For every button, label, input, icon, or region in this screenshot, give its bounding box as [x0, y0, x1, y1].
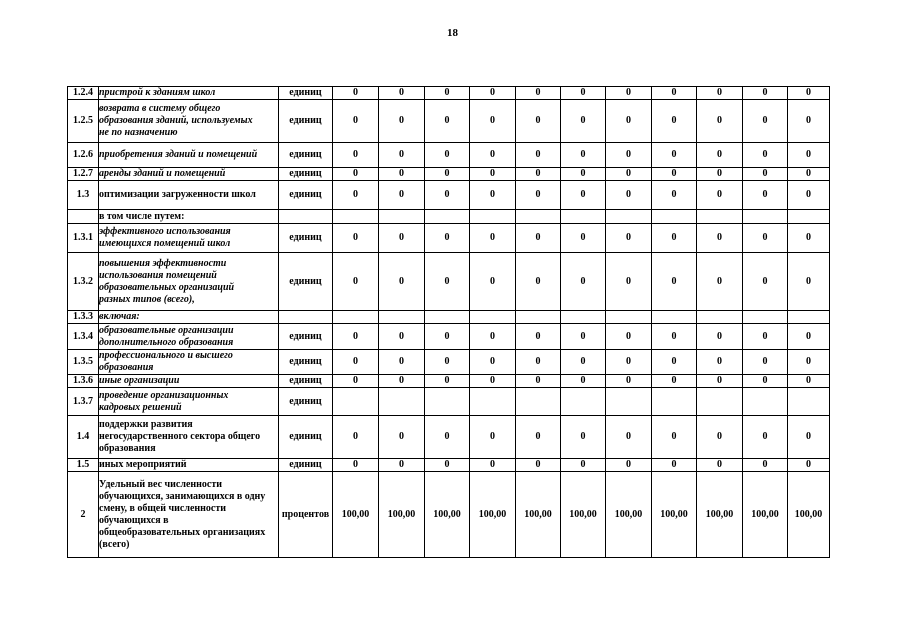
indicator-name: поддержки развития негосударственного сектора общего образования	[99, 419, 261, 454]
value-cell	[516, 388, 561, 416]
value-cell	[470, 388, 516, 416]
value-cell: 0	[333, 181, 379, 210]
row-number: 1.3	[68, 181, 99, 210]
indicator-name-cell	[99, 350, 279, 375]
indicator-name-cell	[99, 224, 279, 253]
value-cell: 0	[652, 324, 697, 350]
value-cell: 0	[743, 168, 788, 181]
value-cell: 0	[516, 87, 561, 100]
value-cell: 0	[697, 324, 743, 350]
value-cell: 0	[379, 350, 425, 375]
table-row	[68, 87, 830, 100]
value-cell: 0	[606, 416, 652, 459]
value-cell: 0	[652, 224, 697, 253]
value-cell: 0	[561, 375, 606, 388]
table-row	[68, 224, 830, 253]
value-cell: 0	[470, 324, 516, 350]
value-cell	[470, 311, 516, 324]
value-cell	[606, 210, 652, 224]
value-cell: 0	[743, 324, 788, 350]
value-cell	[652, 311, 697, 324]
value-cell: 0	[425, 324, 470, 350]
value-cell: 0	[425, 459, 470, 472]
value-cell: 0	[788, 100, 830, 143]
value-cell: 0	[743, 143, 788, 168]
value-cell: 0	[561, 224, 606, 253]
value-cell: 0	[606, 224, 652, 253]
row-number	[68, 210, 99, 224]
value-cell: 100,00	[470, 472, 516, 558]
value-cell	[743, 210, 788, 224]
value-cell: 0	[743, 253, 788, 311]
indicator-name: образовательные организации дополнительного образования	[99, 324, 234, 348]
value-cell: 0	[333, 324, 379, 350]
value-cell: 0	[788, 253, 830, 311]
value-cell	[697, 311, 743, 324]
table-row	[68, 210, 830, 224]
value-cell: 100,00	[561, 472, 606, 558]
value-cell: 0	[470, 350, 516, 375]
value-cell	[561, 311, 606, 324]
table-row	[68, 375, 830, 388]
row-number: 1.3.6	[68, 375, 99, 388]
value-cell: 0	[470, 181, 516, 210]
value-cell: 0	[697, 350, 743, 375]
value-cell	[697, 388, 743, 416]
value-cell	[516, 311, 561, 324]
value-cell: 0	[516, 143, 561, 168]
table-row	[68, 388, 830, 416]
row-number: 1.4	[68, 416, 99, 459]
value-cell: 0	[652, 181, 697, 210]
indicator-name: возврата в систему общего образования зданий, используемых не по назначению	[99, 103, 253, 138]
value-cell: 0	[788, 416, 830, 459]
value-cell: 0	[425, 416, 470, 459]
value-cell: 0	[561, 350, 606, 375]
row-number: 1.2.6	[68, 143, 99, 168]
indicator-name: в том числе путем:	[99, 210, 185, 222]
row-number: 1.3.1	[68, 224, 99, 253]
indicator-name: приобретения зданий и помещений	[99, 149, 258, 160]
value-cell: 0	[606, 459, 652, 472]
unit: единиц	[279, 181, 333, 210]
unit: процентов	[279, 472, 333, 558]
value-cell: 0	[425, 253, 470, 311]
row-number: 1.2.7	[68, 168, 99, 181]
value-cell: 0	[425, 100, 470, 143]
indicator-name: проведение организационных кадровых решений	[99, 389, 229, 413]
value-cell: 100,00	[425, 472, 470, 558]
value-cell	[425, 210, 470, 224]
table-row	[68, 350, 830, 375]
value-cell: 100,00	[697, 472, 743, 558]
value-cell: 0	[788, 168, 830, 181]
value-cell: 0	[743, 350, 788, 375]
value-cell: 0	[333, 350, 379, 375]
value-cell: 0	[788, 181, 830, 210]
unit: единиц	[279, 100, 333, 143]
indicator-name-cell	[99, 311, 279, 324]
value-cell: 100,00	[743, 472, 788, 558]
value-cell: 100,00	[333, 472, 379, 558]
value-cell: 0	[516, 168, 561, 181]
value-cell: 0	[561, 143, 606, 168]
indicator-name-cell	[99, 388, 279, 416]
value-cell	[470, 210, 516, 224]
value-cell	[379, 388, 425, 416]
value-cell: 0	[561, 459, 606, 472]
table-row	[68, 459, 830, 472]
value-cell	[652, 388, 697, 416]
value-cell: 0	[379, 253, 425, 311]
value-cell: 0	[425, 87, 470, 100]
value-cell: 0	[743, 459, 788, 472]
value-cell	[333, 388, 379, 416]
value-cell: 0	[561, 100, 606, 143]
value-cell: 0	[697, 416, 743, 459]
value-cell: 0	[470, 416, 516, 459]
value-cell: 0	[697, 375, 743, 388]
value-cell: 0	[425, 168, 470, 181]
indicator-name: профессионального и высшего образования	[99, 350, 233, 373]
value-cell: 0	[379, 181, 425, 210]
table-row	[68, 253, 830, 311]
indicator-name-cell	[99, 210, 279, 224]
value-cell: 0	[333, 253, 379, 311]
value-cell: 0	[561, 324, 606, 350]
value-cell: 0	[379, 143, 425, 168]
value-cell: 0	[788, 224, 830, 253]
indicator-name: повышения эффективности использования помещений образовательных организаций разных типов (всего),	[99, 257, 235, 305]
value-cell: 0	[379, 459, 425, 472]
row-number: 1.2.5	[68, 100, 99, 143]
value-cell	[425, 311, 470, 324]
value-cell: 0	[697, 181, 743, 210]
value-cell: 0	[697, 459, 743, 472]
unit: единиц	[279, 324, 333, 350]
value-cell: 0	[516, 375, 561, 388]
value-cell	[425, 388, 470, 416]
value-cell: 100,00	[516, 472, 561, 558]
value-cell: 0	[379, 168, 425, 181]
value-cell: 0	[333, 224, 379, 253]
value-cell: 0	[425, 375, 470, 388]
indicator-name: Удельный вес численности обучающихся, занимающихся в одну смену, в общей численности обучающихся в общеобразовательных организациях (всего)	[99, 478, 266, 550]
value-cell: 0	[743, 416, 788, 459]
value-cell: 0	[743, 181, 788, 210]
indicator-name-cell	[99, 324, 279, 350]
table-row	[68, 100, 830, 143]
indicator-name: иные организации	[99, 375, 180, 386]
unit: единиц	[279, 375, 333, 388]
value-cell: 100,00	[788, 472, 830, 558]
indicator-name: пристрой к зданиям школ	[99, 87, 216, 98]
table-row	[68, 143, 830, 168]
value-cell: 0	[333, 375, 379, 388]
unit: единиц	[279, 143, 333, 168]
indicator-name-cell	[99, 87, 279, 100]
value-cell: 0	[652, 459, 697, 472]
value-cell: 0	[516, 324, 561, 350]
value-cell: 0	[561, 87, 606, 100]
value-cell: 0	[470, 253, 516, 311]
value-cell: 0	[561, 168, 606, 181]
indicator-name-cell	[99, 168, 279, 181]
indicators-table	[67, 86, 830, 558]
value-cell: 0	[652, 100, 697, 143]
value-cell: 0	[561, 416, 606, 459]
value-cell	[788, 210, 830, 224]
value-cell: 0	[561, 253, 606, 311]
value-cell: 0	[788, 375, 830, 388]
unit: единиц	[279, 388, 333, 416]
value-cell: 0	[652, 253, 697, 311]
page-number: 18	[447, 27, 458, 39]
unit	[279, 210, 333, 224]
row-number: 1.5	[68, 459, 99, 472]
value-cell: 0	[788, 350, 830, 375]
value-cell: 0	[516, 416, 561, 459]
value-cell: 0	[470, 168, 516, 181]
value-cell: 0	[561, 181, 606, 210]
value-cell	[788, 311, 830, 324]
value-cell: 0	[516, 253, 561, 311]
value-cell: 0	[606, 168, 652, 181]
value-cell	[606, 311, 652, 324]
value-cell: 0	[425, 181, 470, 210]
row-number: 1.3.4	[68, 324, 99, 350]
value-cell: 0	[470, 224, 516, 253]
value-cell	[516, 210, 561, 224]
value-cell: 0	[697, 253, 743, 311]
unit	[279, 311, 333, 324]
value-cell	[652, 210, 697, 224]
value-cell	[788, 388, 830, 416]
value-cell	[333, 311, 379, 324]
indicator-name-cell	[99, 181, 279, 210]
value-cell: 0	[379, 87, 425, 100]
value-cell	[743, 388, 788, 416]
value-cell: 0	[652, 416, 697, 459]
value-cell: 0	[516, 459, 561, 472]
row-number: 1.3.2	[68, 253, 99, 311]
value-cell: 0	[652, 350, 697, 375]
value-cell	[697, 210, 743, 224]
value-cell: 0	[379, 375, 425, 388]
value-cell: 0	[333, 168, 379, 181]
indicator-name: эффективного использования имеющихся помещений школ	[99, 226, 231, 249]
value-cell: 100,00	[379, 472, 425, 558]
value-cell: 0	[470, 143, 516, 168]
value-cell: 0	[425, 143, 470, 168]
value-cell: 0	[606, 181, 652, 210]
value-cell: 0	[743, 87, 788, 100]
value-cell: 0	[333, 459, 379, 472]
value-cell: 100,00	[606, 472, 652, 558]
indicator-name: включая:	[99, 311, 140, 322]
indicator-name: иных мероприятий	[99, 459, 187, 470]
value-cell: 0	[606, 143, 652, 168]
value-cell: 0	[606, 375, 652, 388]
value-cell: 0	[516, 181, 561, 210]
table-row	[68, 416, 830, 459]
value-cell: 0	[425, 224, 470, 253]
unit: единиц	[279, 350, 333, 375]
value-cell: 0	[606, 87, 652, 100]
value-cell: 0	[697, 168, 743, 181]
value-cell: 0	[606, 253, 652, 311]
value-cell: 0	[788, 87, 830, 100]
value-cell: 0	[697, 143, 743, 168]
value-cell: 0	[470, 375, 516, 388]
value-cell: 0	[743, 224, 788, 253]
indicator-name-cell	[99, 100, 279, 143]
value-cell	[333, 210, 379, 224]
value-cell: 0	[470, 87, 516, 100]
unit: единиц	[279, 168, 333, 181]
value-cell: 0	[697, 87, 743, 100]
value-cell: 0	[788, 143, 830, 168]
value-cell: 0	[743, 100, 788, 143]
unit: единиц	[279, 253, 333, 311]
value-cell: 0	[470, 100, 516, 143]
indicator-name-cell	[99, 375, 279, 388]
value-cell: 0	[697, 100, 743, 143]
indicator-name-cell	[99, 472, 279, 558]
value-cell: 0	[333, 143, 379, 168]
value-cell: 0	[743, 375, 788, 388]
row-number: 2	[68, 472, 99, 558]
row-number: 1.3.5	[68, 350, 99, 375]
value-cell: 0	[379, 224, 425, 253]
row-number: 1.3.3	[68, 311, 99, 324]
value-cell: 0	[788, 459, 830, 472]
row-number: 1.2.4	[68, 87, 99, 100]
table-row	[68, 181, 830, 210]
value-cell: 0	[470, 459, 516, 472]
value-cell: 0	[333, 100, 379, 143]
indicator-name: аренды зданий и помещений	[99, 168, 226, 179]
value-cell: 0	[333, 87, 379, 100]
row-number: 1.3.7	[68, 388, 99, 416]
value-cell: 0	[652, 87, 697, 100]
value-cell	[379, 311, 425, 324]
value-cell	[606, 388, 652, 416]
value-cell	[379, 210, 425, 224]
value-cell	[561, 210, 606, 224]
indicator-name: оптимизации загруженности школ	[99, 189, 256, 200]
value-cell	[561, 388, 606, 416]
value-cell	[743, 311, 788, 324]
table-row	[68, 168, 830, 181]
value-cell: 0	[606, 100, 652, 143]
value-cell: 0	[652, 143, 697, 168]
unit: единиц	[279, 224, 333, 253]
value-cell: 0	[516, 350, 561, 375]
table-row	[68, 472, 830, 558]
value-cell: 0	[516, 224, 561, 253]
table-row	[68, 311, 830, 324]
indicator-name-cell	[99, 143, 279, 168]
indicator-name-cell	[99, 459, 279, 472]
unit: единиц	[279, 416, 333, 459]
indicator-name-cell	[99, 253, 279, 311]
value-cell: 0	[652, 375, 697, 388]
value-cell: 0	[606, 350, 652, 375]
unit: единиц	[279, 459, 333, 472]
value-cell: 100,00	[652, 472, 697, 558]
value-cell: 0	[697, 224, 743, 253]
value-cell: 0	[379, 100, 425, 143]
indicator-name-cell	[99, 416, 279, 459]
unit: единиц	[279, 87, 333, 100]
value-cell: 0	[379, 416, 425, 459]
value-cell: 0	[379, 324, 425, 350]
value-cell: 0	[606, 324, 652, 350]
value-cell: 0	[516, 100, 561, 143]
table-row	[68, 324, 830, 350]
value-cell: 0	[652, 168, 697, 181]
value-cell: 0	[788, 324, 830, 350]
value-cell: 0	[425, 350, 470, 375]
value-cell: 0	[333, 416, 379, 459]
